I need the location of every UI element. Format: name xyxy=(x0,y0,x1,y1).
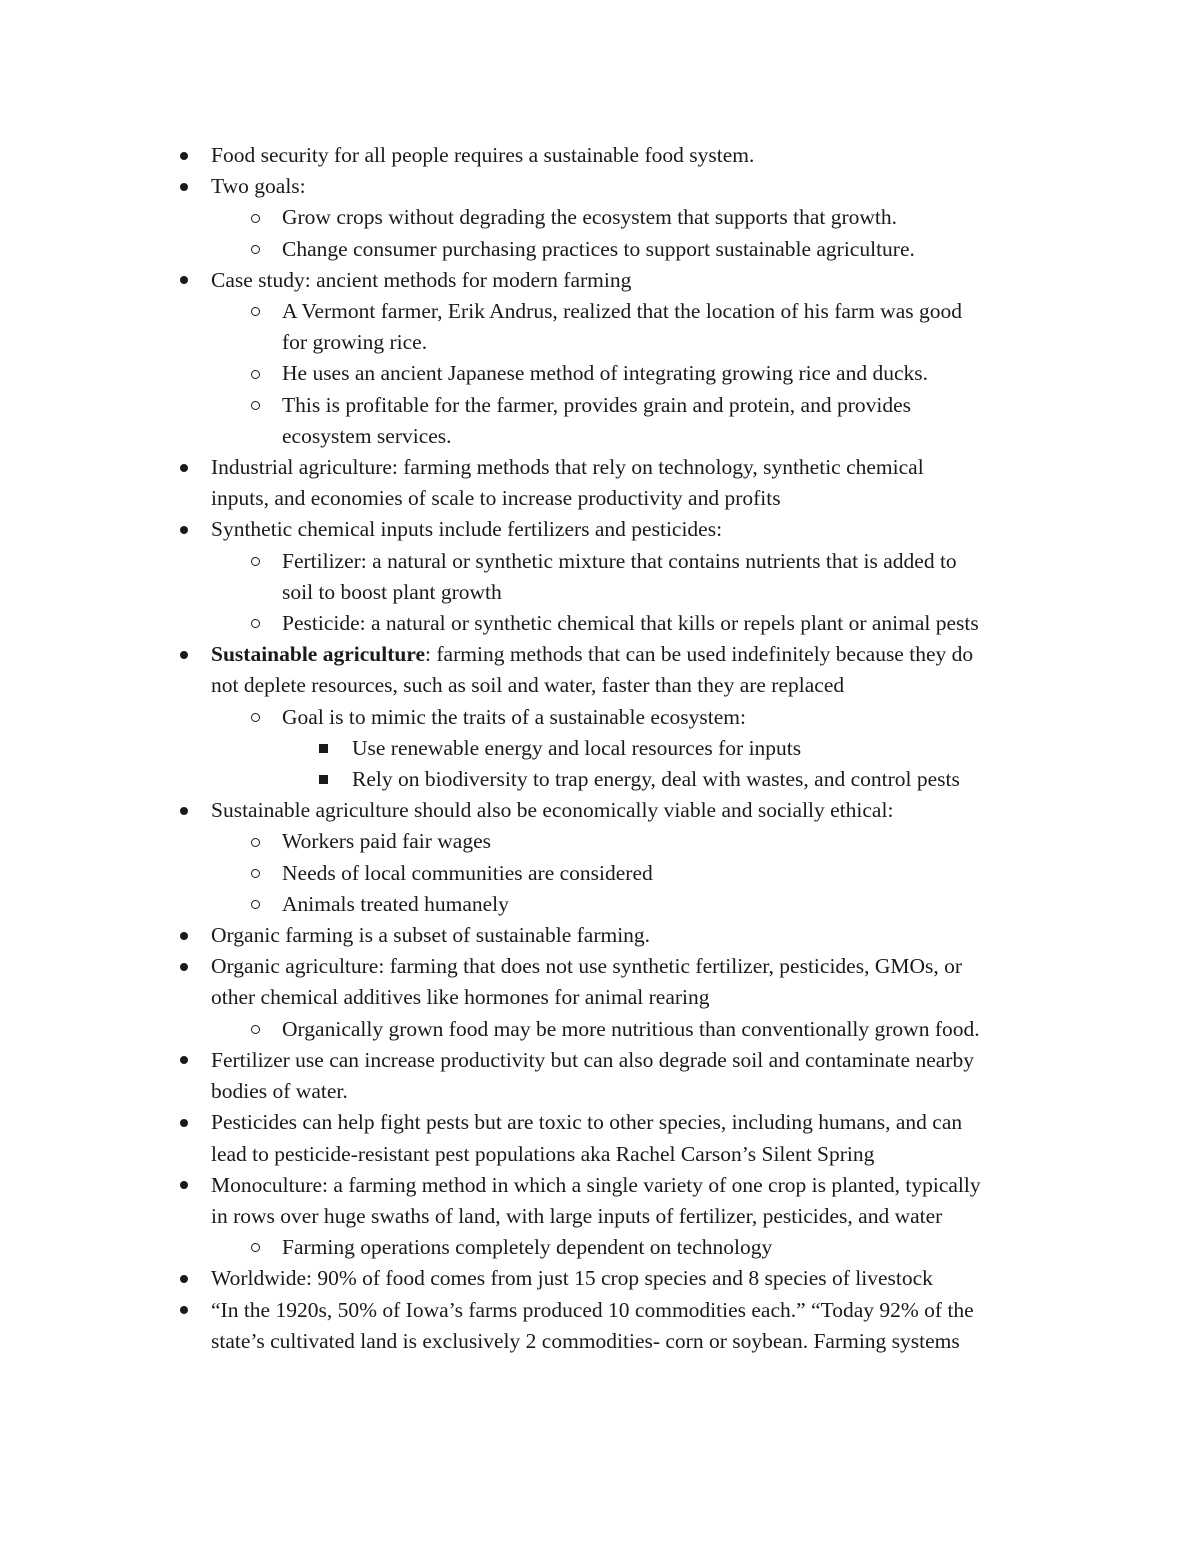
bullet-mark xyxy=(251,370,260,379)
filled-bullet-icon xyxy=(176,1170,192,1201)
list-item-text: Worldwide: 90% of food comes from just 15 crop species and 8 species of livestock xyxy=(211,1266,933,1291)
list-item xyxy=(0,1045,1200,1107)
list-item-continuation xyxy=(0,577,1200,608)
list-item-line xyxy=(0,795,1200,826)
list-item xyxy=(0,265,1200,296)
list-item-continuation xyxy=(0,421,1200,452)
list-item-line xyxy=(0,234,1200,265)
bullet-mark xyxy=(251,838,260,847)
hollow-bullet-icon xyxy=(247,826,263,857)
list-item-text: other chemical additives like hormones for animal rearing xyxy=(211,985,710,1010)
hollow-bullet-icon xyxy=(247,202,263,233)
bullet-mark xyxy=(180,152,188,160)
bullet-mark xyxy=(251,869,260,878)
filled-bullet-icon xyxy=(176,514,192,545)
bullet-mark xyxy=(180,183,188,191)
hollow-bullet-icon xyxy=(247,702,263,733)
hollow-bullet-icon xyxy=(247,234,263,265)
hollow-bullet-icon xyxy=(247,1014,263,1045)
bullet-mark xyxy=(180,1056,188,1064)
list-item-text: : farming methods that can be used indefinitely because they do xyxy=(425,642,974,667)
list-item-line xyxy=(0,826,1200,857)
list-item-text: ecosystem services. xyxy=(282,423,452,448)
bullet-mark xyxy=(180,963,188,971)
list-item-line xyxy=(0,733,1200,764)
list-item-text: state’s cultivated land is exclusively 2 commodities- corn or soybean. Farming systems xyxy=(211,1328,960,1353)
filled-bullet-icon xyxy=(176,1045,192,1076)
list-item-text: Synthetic chemical inputs include fertilizers and pesticides: xyxy=(211,517,723,542)
list-item xyxy=(0,1107,1200,1169)
list-item-line xyxy=(0,358,1200,389)
list-item-text: Industrial agriculture: farming methods that rely on technology, synthetic chemical xyxy=(211,455,924,480)
list-item-text: “In the 1920s, 50% of Iowa’s farms produced 10 commodities each.” “Today 92% of the xyxy=(211,1297,974,1322)
list-item xyxy=(0,358,1200,389)
list-item xyxy=(0,171,1200,202)
hollow-bullet-icon xyxy=(247,1232,263,1263)
list-item-text: Sustainable agriculture should also be economically viable and socially ethical: xyxy=(211,798,894,823)
list-item-continuation xyxy=(0,1076,1200,1107)
bold-term: Sustainable agriculture xyxy=(211,642,426,667)
list-item xyxy=(0,202,1200,233)
square-bullet-icon xyxy=(315,733,331,764)
list-item-line xyxy=(0,951,1200,982)
hollow-bullet-icon xyxy=(247,608,263,639)
list-item-text: in rows over huge swaths of land, with large inputs of fertilizer, pesticides, and water xyxy=(211,1203,943,1228)
bullet-mark xyxy=(180,464,188,472)
list-item xyxy=(0,296,1200,358)
list-item xyxy=(0,1232,1200,1263)
hollow-bullet-icon xyxy=(247,358,263,389)
filled-bullet-icon xyxy=(176,452,192,483)
list-item-text: Case study: ancient methods for modern farming xyxy=(211,267,632,292)
list-item-line xyxy=(0,296,1200,327)
list-item-continuation xyxy=(0,982,1200,1013)
bullet-mark xyxy=(251,307,260,316)
bullet-mark xyxy=(251,713,260,722)
bullet-mark xyxy=(180,1181,188,1189)
list-item-text: Organic farming is a subset of sustainable farming. xyxy=(211,923,651,948)
list-item xyxy=(0,234,1200,265)
list-item-continuation xyxy=(0,1201,1200,1232)
list-item xyxy=(0,1263,1200,1294)
list-item xyxy=(0,920,1200,951)
bullet-mark xyxy=(251,214,260,223)
filled-bullet-icon xyxy=(176,639,192,670)
bullet-mark xyxy=(180,1119,188,1127)
list-item-text: not deplete resources, such as soil and water, faster than they are replaced xyxy=(211,673,845,698)
list-item-line xyxy=(0,764,1200,795)
list-item-text: Two goals: xyxy=(211,174,306,199)
bullet-mark xyxy=(319,744,328,753)
list-item xyxy=(0,546,1200,608)
list-item-line xyxy=(0,202,1200,233)
list-item xyxy=(0,390,1200,452)
list-item-text: Needs of local communities are considered xyxy=(282,860,653,885)
list-item-continuation xyxy=(0,1326,1200,1357)
list-item-continuation xyxy=(0,483,1200,514)
list-item xyxy=(0,858,1200,889)
filled-bullet-icon xyxy=(176,1107,192,1138)
list-item xyxy=(0,1170,1200,1232)
list-item-line xyxy=(0,1014,1200,1045)
list-item-text: Fertilizer: a natural or synthetic mixture that contains nutrients that is added to xyxy=(282,548,957,573)
list-item-text: This is profitable for the farmer, provides grain and protein, and provides xyxy=(282,392,912,417)
hollow-bullet-icon xyxy=(247,858,263,889)
list-item-text: Pesticide: a natural or synthetic chemical that kills or repels plant or animal pests xyxy=(282,611,979,636)
bullet-mark xyxy=(180,1275,188,1283)
list-item xyxy=(0,733,1200,764)
hollow-bullet-icon xyxy=(247,546,263,577)
list-item-text: Fertilizer use can increase productivity but can also degrade soil and contaminate nearby xyxy=(211,1047,974,1072)
bullet-mark xyxy=(251,245,260,254)
list-item-text: inputs, and economies of scale to increase productivity and profits xyxy=(211,486,781,511)
filled-bullet-icon xyxy=(176,1295,192,1326)
list-item-text: lead to pesticide-resistant pest populations aka Rachel Carson’s Silent Spring xyxy=(211,1141,875,1166)
list-item-text: He uses an ancient Japanese method of integrating growing rice and ducks. xyxy=(282,361,928,386)
filled-bullet-icon xyxy=(176,795,192,826)
square-bullet-icon xyxy=(315,764,331,795)
list-item-line xyxy=(0,265,1200,296)
list-item-line xyxy=(0,639,1200,670)
filled-bullet-icon xyxy=(176,171,192,202)
list-item-line xyxy=(0,514,1200,545)
list-item-text: A Vermont farmer, Erik Andrus, realized that the location of his farm was good xyxy=(282,299,962,324)
list-item-text: Animals treated humanely xyxy=(282,891,509,916)
list-item-text: for growing rice. xyxy=(282,330,428,355)
filled-bullet-icon xyxy=(176,1263,192,1294)
list-item-line xyxy=(0,140,1200,171)
list-item-text: Organically grown food may be more nutritious than conventionally grown food. xyxy=(282,1016,980,1041)
list-item-continuation xyxy=(0,1139,1200,1170)
list-item-line xyxy=(0,1295,1200,1326)
bullet-mark xyxy=(180,932,188,940)
list-item-line xyxy=(0,546,1200,577)
bullet-mark xyxy=(180,807,188,815)
list-item xyxy=(0,608,1200,639)
bullet-mark xyxy=(180,526,188,534)
list-item xyxy=(0,452,1200,514)
list-item xyxy=(0,1295,1200,1357)
list-item xyxy=(0,639,1200,701)
list-item xyxy=(0,514,1200,545)
list-item-continuation xyxy=(0,670,1200,701)
notes-list xyxy=(0,140,1200,1357)
list-item-text: Pesticides can help fight pests but are toxic to other species, including humans, and can xyxy=(211,1110,963,1135)
list-item-text: Use renewable energy and local resources for inputs xyxy=(352,735,802,760)
list-item-text: Workers paid fair wages xyxy=(282,829,492,854)
list-item-line xyxy=(0,452,1200,483)
list-item-text: Grow crops without degrading the ecosystem that supports that growth. xyxy=(282,205,898,230)
list-item-line xyxy=(0,1232,1200,1263)
list-item-line xyxy=(0,1263,1200,1294)
filled-bullet-icon xyxy=(176,265,192,296)
list-item-line xyxy=(0,171,1200,202)
hollow-bullet-icon xyxy=(247,296,263,327)
hollow-bullet-icon xyxy=(247,889,263,920)
bullet-mark xyxy=(180,276,188,284)
list-item-text: Monoculture: a farming method in which a single variety of one crop is planted, typically xyxy=(211,1172,981,1197)
list-item xyxy=(0,140,1200,171)
hollow-bullet-icon xyxy=(247,390,263,421)
list-item xyxy=(0,764,1200,795)
list-item xyxy=(0,951,1200,1013)
bullet-mark xyxy=(251,401,260,410)
list-item xyxy=(0,889,1200,920)
list-item-text: Rely on biodiversity to trap energy, deal with wastes, and control pests xyxy=(352,767,960,792)
filled-bullet-icon xyxy=(176,951,192,982)
list-item xyxy=(0,1014,1200,1045)
list-item-text: bodies of water. xyxy=(211,1079,348,1104)
filled-bullet-icon xyxy=(176,140,192,171)
bullet-mark xyxy=(251,900,260,909)
list-item-text: Farming operations completely dependent on technology xyxy=(282,1235,773,1260)
list-item xyxy=(0,826,1200,857)
list-item-line xyxy=(0,1170,1200,1201)
bullet-mark xyxy=(180,1306,188,1314)
bullet-mark xyxy=(251,557,260,566)
list-item-line xyxy=(0,889,1200,920)
bullet-mark xyxy=(251,1243,260,1252)
list-item-line xyxy=(0,702,1200,733)
list-item xyxy=(0,702,1200,733)
list-item-line xyxy=(0,1045,1200,1076)
list-item-line xyxy=(0,608,1200,639)
list-item-line xyxy=(0,920,1200,951)
bullet-mark xyxy=(251,1025,260,1034)
list-item-line xyxy=(0,390,1200,421)
list-item-text: Goal is to mimic the traits of a sustainable ecosystem: xyxy=(282,704,746,729)
list-item-text: Food security for all people requires a sustainable food system. xyxy=(211,143,755,167)
bullet-mark xyxy=(251,619,260,628)
list-item-text: Organic agriculture: farming that does not use synthetic fertilizer, pesticides, GMOs, or xyxy=(211,954,963,979)
list-item xyxy=(0,795,1200,826)
list-item-continuation xyxy=(0,327,1200,358)
list-item-line xyxy=(0,1107,1200,1138)
list-item-line xyxy=(0,858,1200,889)
bullet-mark xyxy=(319,775,328,784)
filled-bullet-icon xyxy=(176,920,192,951)
bullet-mark xyxy=(180,651,188,659)
list-item-text: Change consumer purchasing practices to support sustainable agriculture. xyxy=(282,236,915,261)
list-item-text: soil to boost plant growth xyxy=(282,579,502,604)
